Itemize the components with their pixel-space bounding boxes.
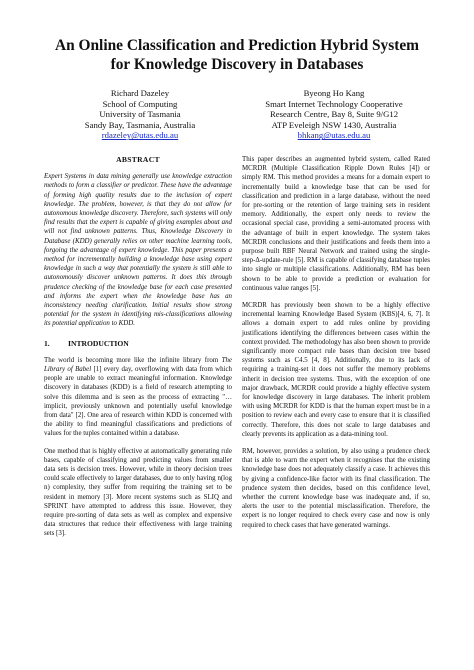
title-line-1: An Online Classification and Prediction Hybrid System [55,37,419,54]
author-email-link[interactable]: rdazeley@utas.edu.au [101,130,179,141]
author-affiliation: Research Centre, Bay 8, Suite 9/G12 [269,109,399,120]
author-affiliation: University of Tasmania [99,109,181,120]
intro-paragraph-2: One method that is highly effective at automatically generating rule bases, capable of classifying and predicting values from smaller data sets is decision trees. However, while in theory decision trees could scale effectively to larger databases, due to only having n(log n) complexity, they suffer from requiring the training set to be resident in memory [3]. More recent systems such as SLIQ and SPRINT have attempted to address this issue. However, they require pre-sorting of data sets as well as complex and expensive data structures that reduce their effectiveness with large training sets [3]. [44,447,232,538]
body-paragraph-3: RM, however, provides a solution, by also using a prudence check that is able to warn the expert when it recognises that the existing knowledge base does not adequately classify a case. It achieves this by giving a confidence-like factor with its final classification. The prudence system then decides, based on this confidence level, whether the current knowledge base was inadequate and, if so, alerts the user to the potential misclassification. Therefore, the expert is no longer required to check every case and now is only required to check cases that have generated warnings. [242,448,430,529]
author-block [44,88,430,141]
book-title-italic: The Library of Babel [44,356,232,374]
intro-paragraph-1 [44,356,232,439]
abstract-heading: ABSTRACT [116,154,160,164]
author-1 [44,88,236,141]
author-name: Richard Dazeley [110,88,170,98]
author-affiliation: Sandy Bay, Tasmania, Australia [84,119,196,130]
body-paragraph-1: This paper describes an augmented hybrid system, called Rated MCRDR (Multiple Classification Ripple Down Rules [4]) or simply RM. This method provides a means for a domain expert to incrementally build a knowledge base that can be used for classification and prediction in a large database, without the need for pre-sorting or the retention of large training sets in resident memory. Additionally, the expert only needs to review the occasional special case, providing a semi-automated process with the advantage of built in expert knowledge. The system takes MCRDR conclusions and their justifications and feeds them into a purpose built RBF Neural Network and trained using the single-step-Δ-update-rule [5]. RM is capable of classifying database tuples into single or multiple classifications. Additionally, RM has been shown to be able to provide a prediction or evaluation for continuous value ranges [5]. [242,155,430,292]
section-number: 1. [44,338,50,348]
author-2 [238,88,430,141]
body-columns [44,155,430,547]
author-affiliation: Smart Internet Technology Cooperative [265,98,403,109]
intro-text: The world is becoming more like the infinite library from [44,356,222,364]
author-affiliation: School of Computing [102,98,178,109]
paper-title [44,36,430,74]
author-email-link[interactable]: bhkang@utas.edu.au [297,130,371,141]
abstract-text: Expert Systems in data mining generally use knowledge extraction methods to form a classifier or predictor. These have the advantage of forming high quality results due to the inclusion of expert knowledge. The problem, however, is that they do not allow for autonomous knowledge discovery. Therefore, such systems will only find results that the expert is capable of giving examples about and will not find unknown patterns. Thus, Knowledge Discovery in Database (KDD) generally relies on other machine learning tools, forgoing the advantage of expert knowledge. This paper presents a method for incrementally building a knowledge base using expert knowledge in such a way that potentially the system is still able to autonomously discover unknown patterns. It does this through prudence checking of the knowledge base for each case presented and informs the expert when the knowledge base has an inconsistency needing clarification. Initial results show strong potential for the system in identifying mis-classifications allowing its potential application to KDD. [44,173,232,328]
right-column [242,155,430,547]
title-line-2: for Knowledge Discovery in Databases [110,56,364,73]
left-column [44,155,232,547]
body-paragraph-2: MCRDR has previously been shown to be a highly effective incremental learning Knowledge Based System (KBS)[4, 6, 7]. It allows a domain expert to add rules online by providing justifications identifying the differences between cases within the context provided. The methodology has also been shown to provide significantly more compact rule bases than decision tree based systems such as C4.5 [4, 8]. Additionally, due to its lack of requiring a training-set it does not suffer the memory problems inherit in decision tree systems. Thus, with the exception of one major drawback, MCRDR could provide a highly effective system for knowledge discovery in large databases. The inherit problem with using MCRDR for KDD is that the human expert must be in a position to review each and every case to ensure that it is classified correctly. Therefore, this does not scale to large databases and clearly prevents its application as a data-mining tool. [242,302,430,438]
intro-text: [1] every day, overflowing with data from which people are unable to extract meaningful information. Knowledge discovery in databases (KDD) is a field of research attempting to solve this dilemma and is seen as the process of extracting "…implicit, previously unknown and potentially useful knowledge from data" [2]. One area of research within KDD is concerned with the ability to find meaningful classifications and predictions of values for the tuples contained within a database. [44,366,233,438]
section-title: INTRODUCTION [68,338,129,348]
author-name: Byeong Ho Kang [303,88,365,98]
author-affiliation: ATP Eveleigh NSW 1430, Australia [271,119,397,130]
section-heading-introduction [44,339,232,348]
